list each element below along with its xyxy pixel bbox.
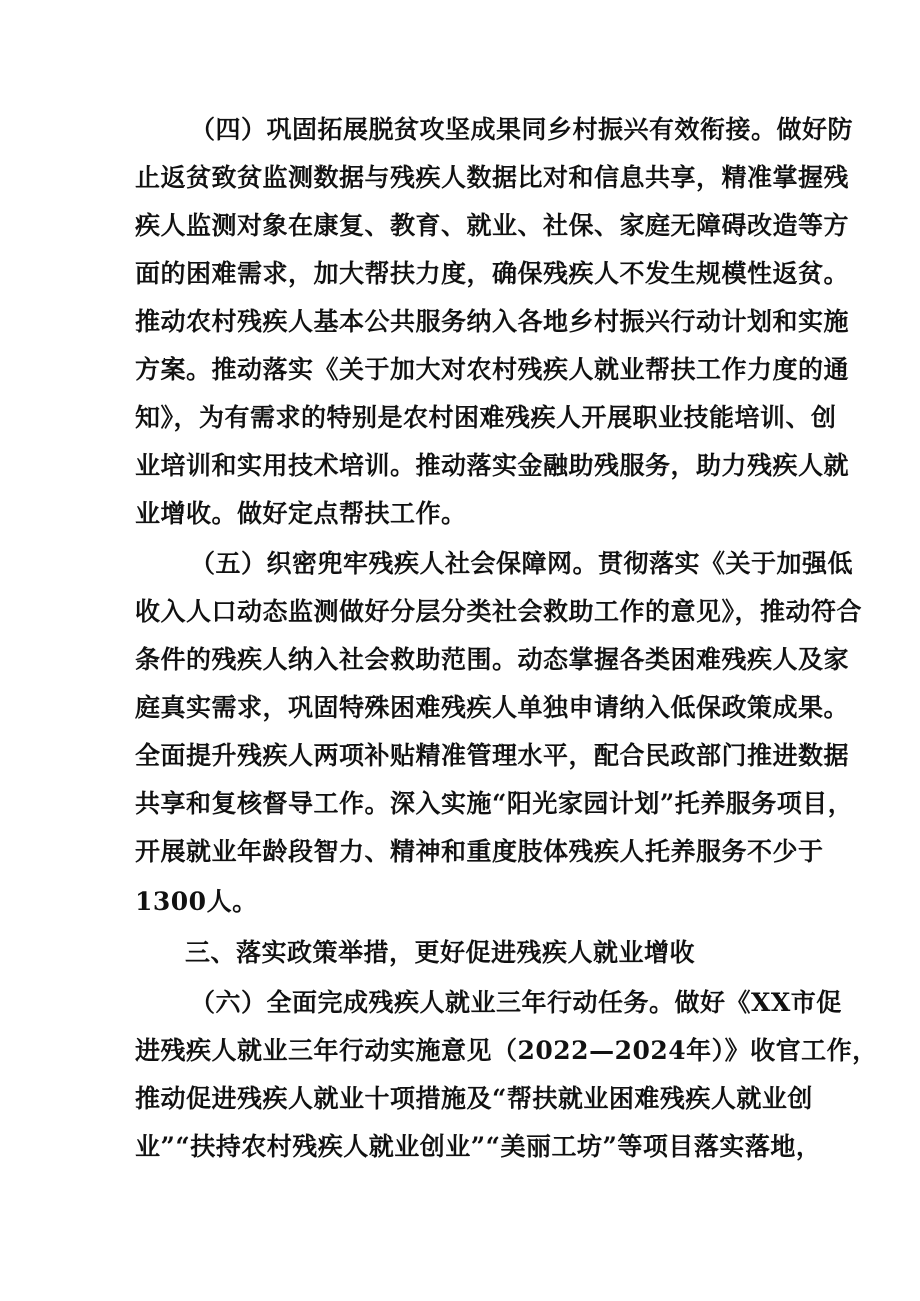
paragraph-6-line-4: 业”“扶持农村残疾人就业创业”“美丽工坊”等项目落实落地， (135, 1132, 822, 1161)
paragraph-5-line-5: 全面提升残疾人两项补贴精准管理水平，配合民政部门推进数据 (135, 741, 850, 770)
paragraph-5-line-8: 1300人。 (135, 887, 258, 916)
paragraph-5-line-3: 条件的残疾人纳入社会救助范围。动态掌握各类困难残疾人及家 (135, 645, 850, 674)
paragraph-4-line-1: （四）巩固拓展脱贫攻坚成果同乡村振兴有效衔接。做好防 (190, 115, 854, 144)
paragraph-5-line-4: 庭真实需求，巩固特殊困难残疾人单独申请纳入低保政策成果。 (135, 693, 850, 722)
paragraph-5-line-6: 共享和复核督导工作。深入实施“阳光家园计划”托养服务项目， (135, 789, 854, 818)
paragraph-6-line-1: （六）全面完成残疾人就业三年行动任务。做好《XX市促 (190, 988, 842, 1017)
paragraph-4-line-7: 知》，为有需求的特别是农村困难残疾人开展职业技能培训、创 (135, 403, 837, 432)
paragraph-6-line-3: 推动促进残疾人就业十项措施及“帮扶就业困难残疾人就业创 (135, 1084, 813, 1113)
paragraph-4-line-9: 业增收。做好定点帮扶工作。 (135, 499, 467, 528)
paragraph-4-line-6: 方案。推动落实《关于加大对农村残疾人就业帮扶工作力度的通 (135, 355, 850, 384)
paragraph-5-line-1: （五）织密兜牢残疾人社会保障网。贯彻落实《关于加强低 (190, 549, 854, 578)
paragraph-4-line-8: 业培训和实用技术培训。推动落实金融助残服务，助力残疾人就 (135, 451, 850, 480)
paragraph-4-line-2: 止返贫致贫监测数据与残疾人数据比对和信息共享，精准掌握残 (135, 163, 850, 192)
paragraph-4-line-4: 面的困难需求，加大帮扶力度，确保残疾人不发生规模性返贫。 (135, 259, 850, 288)
paragraph-5-line-7: 开展就业年龄段智力、精神和重度肢体残疾人托养服务不少于 (135, 837, 824, 866)
section-heading-3: 三、落实政策举措，更好促进残疾人就业增收 (185, 938, 696, 967)
paragraph-6-line-2: 进残疾人就业三年行动实施意见（2022—2024年）》收官工作， (135, 1036, 878, 1065)
paragraph-4-line-3: 疾人监测对象在康复、教育、就业、社保、家庭无障碍改造等方 (135, 211, 850, 240)
paragraph-5-line-2: 收入人口动态监测做好分层分类社会救助工作的意见》，推动符合 (135, 597, 863, 626)
paragraph-4-line-5: 推动农村残疾人基本公共服务纳入各地乡村振兴行动计划和实施 (135, 307, 850, 336)
